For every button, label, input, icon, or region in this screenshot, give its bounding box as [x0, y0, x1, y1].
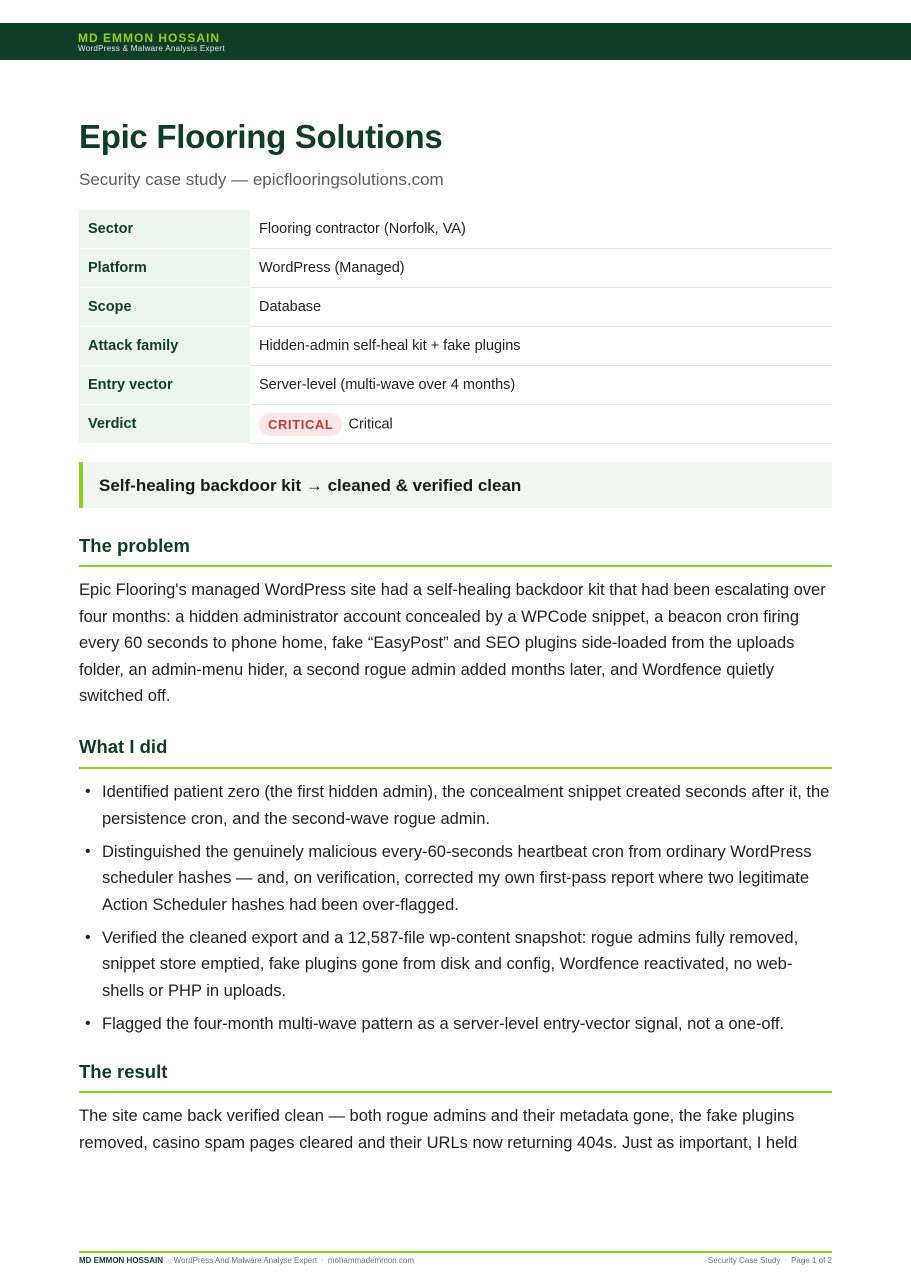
list-item [79, 1011, 832, 1038]
list-item-text: Identified patient zero (the first hidden admin), the concealment snippet created seconds after it, the persistence cron, and the second-wave rogue admin. [102, 783, 830, 828]
fact-label: Platform [79, 249, 250, 288]
footer-separator: · [784, 1256, 788, 1265]
footer-site-link[interactable]: mohammademmon.com [327, 1256, 415, 1265]
fact-label: Scope [79, 288, 250, 327]
summary-callout [79, 462, 832, 508]
problem-heading: The problem [79, 535, 832, 567]
fact-value: Server-level (multi-wave over 4 months) [250, 366, 832, 405]
fact-value: Flooring contractor (Norfolk, VA) [250, 210, 832, 249]
facts-row [79, 327, 832, 366]
facts-table [79, 210, 832, 444]
list-item-text: Distinguished the genuinely malicious every-60-seconds heartbeat cron from ordinary WordPress scheduler hashes — and, on verification, corrected my own first-pass report where two legitimate Action Scheduler hashes had been over-flagged. [102, 842, 812, 914]
footer-name: MD EMMON HOSSAIN [79, 1256, 163, 1265]
critical-badge: CRITICAL [259, 413, 342, 436]
callout-text: Self-healing backdoor kit → cleaned & verified clean [99, 476, 522, 495]
bullet-icon: • [85, 842, 91, 860]
bullet-icon: • [85, 928, 91, 946]
fact-label: Verdict [79, 405, 250, 444]
page-number: Page 1 of 2 [791, 1256, 832, 1265]
fact-value: WordPress (Managed) [250, 249, 832, 288]
fact-value: Database [250, 288, 832, 327]
list-item [79, 925, 832, 1005]
footer-doc-type: Security Case Study [707, 1256, 781, 1265]
result-heading: The result [79, 1061, 832, 1093]
facts-row [79, 405, 832, 444]
brand-tagline: WordPress & Malware Analysis Expert [78, 44, 225, 53]
footer-separator: · [321, 1256, 324, 1265]
list-item-text: Verified the cleaned export and a 12,587-file wp-content snapshot: rogue admins fully removed, snippet store emptied, fake plugins gone from disk and config, Wordfence reactivated, no web-shells or PHP in uploads. [102, 928, 799, 1000]
fact-value-verdict [250, 405, 832, 444]
list-item-text: Flagged the four-month multi-wave pattern as a server-level entry-vector signal, not a one-off. [102, 1014, 785, 1033]
list-item [79, 779, 832, 832]
footer-divider [79, 1251, 832, 1253]
fact-label: Entry vector [79, 366, 250, 405]
fact-value: Hidden-admin self-heal kit + fake plugins [250, 327, 832, 366]
bullet-icon: • [85, 1014, 91, 1032]
verdict-text: Critical [348, 416, 393, 432]
footer-role: WordPress And Malware Analyse Expert [173, 1256, 318, 1265]
page-footer [79, 1256, 832, 1265]
brand-name: MD EMMON HOSSAIN [78, 31, 220, 45]
facts-row [79, 249, 832, 288]
bullet-icon: • [85, 783, 91, 800]
problem-body: Epic Flooring's managed WordPress site had a self-healing backdoor kit that had been escalating over four months: a hidden administrator account concealed by a WPCode snippet, a beacon cron firing every 60 seconds to phone home, fake “EasyPost” and SEO plugins side-loaded from the uploads folder, an admin-menu hider, a second rogue admin added months later, and Wordfence quietly switched off. [79, 581, 826, 705]
facts-row [79, 366, 832, 405]
page-subtitle: Security case study — epicflooringsolutions.com [79, 170, 444, 189]
header-bar [0, 23, 911, 60]
facts-row [79, 288, 832, 327]
fact-label: Sector [79, 210, 250, 249]
page-title: Epic Flooring Solutions [79, 118, 443, 155]
footer-right [708, 1256, 832, 1265]
list-item [79, 839, 832, 919]
footer-separator: · [167, 1256, 170, 1265]
what-i-did-heading: What I did [79, 736, 832, 769]
facts-row [79, 210, 832, 249]
fact-label: Attack family [79, 327, 250, 366]
actions-list [79, 779, 832, 1044]
result-body: The site came back verified clean — both rogue admins and their metadata gone, the fake plugins removed, casino spam pages cleared and their URLs now returning 404s. Just as important, I held [79, 1107, 798, 1152]
